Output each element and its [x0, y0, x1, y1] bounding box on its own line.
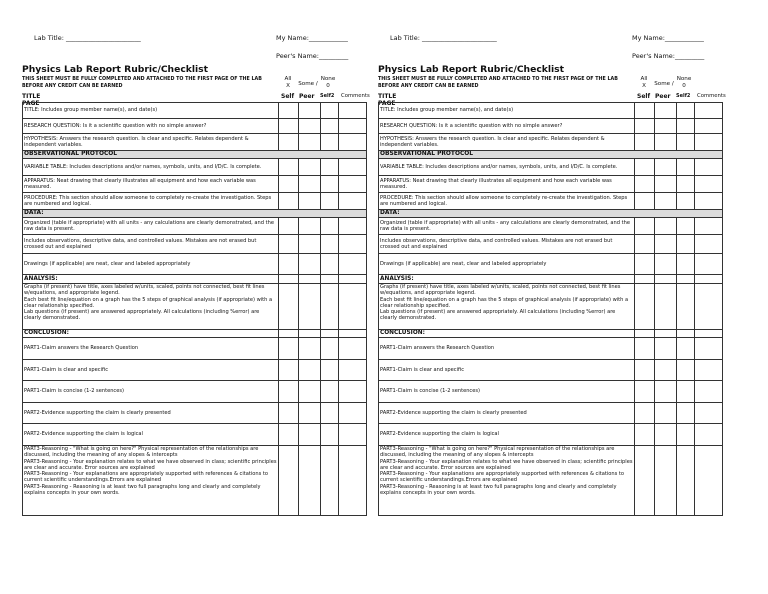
- scale-some: Some /: [654, 81, 674, 87]
- criterion-observational-protocol: OBSERVATIONAL PROTOCOL: [23, 151, 367, 159]
- rubric-row-part3-block: [23, 446, 367, 516]
- rubric-row-variable-table: [379, 159, 723, 176]
- score-cell-comments[interactable]: [695, 176, 723, 193]
- rubric-row-apparatus: [379, 176, 723, 193]
- score-cell-self[interactable]: [279, 446, 299, 516]
- score-cell-self[interactable]: [635, 176, 655, 193]
- score-cell-self[interactable]: [279, 338, 299, 360]
- score-cell-peer[interactable]: [655, 218, 677, 235]
- score-cell-peer[interactable]: [299, 360, 321, 381]
- peer-name-field[interactable]: Peer's Name:_________: [632, 52, 705, 60]
- score-cell-self[interactable]: [279, 360, 299, 381]
- rubric-row-variable-table: [23, 159, 367, 176]
- rubric-table: [378, 102, 723, 516]
- score-cell-peer[interactable]: [299, 193, 321, 210]
- rubric-row-conclusion: [23, 330, 367, 338]
- score-cell-self[interactable]: [635, 330, 655, 338]
- criterion-analysis-fit: Each best fit line/equation on a graph has the 5 steps of graphical analysis (if appropriate) with a clear relationship specified.: [380, 296, 629, 309]
- score-cell-self2[interactable]: [677, 424, 695, 446]
- score-cell-peer[interactable]: [655, 134, 677, 151]
- score-cell-comments[interactable]: [695, 446, 723, 516]
- score-cell-self[interactable]: [635, 424, 655, 446]
- score-cell-self2[interactable]: [321, 338, 339, 360]
- score-cell-self2[interactable]: [321, 424, 339, 446]
- score-cell-self2[interactable]: [677, 360, 695, 381]
- score-cell-comments[interactable]: [695, 134, 723, 151]
- score-cell-peer[interactable]: [299, 330, 321, 338]
- score-cell-comments[interactable]: [339, 119, 367, 134]
- score-cell-comments[interactable]: [339, 218, 367, 235]
- rubric-row-hypothesis: [23, 134, 367, 151]
- rubric-row-hypothesis: [379, 134, 723, 151]
- score-cell-peer[interactable]: [299, 275, 321, 284]
- score-cell-comments[interactable]: [695, 381, 723, 403]
- criterion-analysis-graphs: Graphs (if present) have title, axes labeled w/units, scaled, points not connected, best fit lines w/equations, and appropriate legend.: [24, 284, 265, 297]
- score-cell-comments[interactable]: [339, 330, 367, 338]
- score-cell-self[interactable]: [279, 254, 299, 275]
- rubric-row-part2-clear: [23, 403, 367, 424]
- score-cell-self[interactable]: [635, 446, 655, 516]
- score-cell-peer[interactable]: [299, 235, 321, 254]
- score-cell-comments[interactable]: [339, 403, 367, 424]
- score-cell-comments[interactable]: [339, 134, 367, 151]
- score-cell-self[interactable]: [279, 275, 299, 284]
- criterion-part1-answers: PART1-Claim answers the Research Question: [23, 338, 279, 360]
- score-cell-comments[interactable]: [695, 159, 723, 176]
- score-cell-peer[interactable]: [655, 360, 677, 381]
- score-cell-self2[interactable]: [321, 330, 339, 338]
- criterion-includes-obs: Includes observations, descriptive data, and controlled values. Mistakes are not erased but crossed out and explained: [23, 235, 279, 254]
- rubric-row-procedure: [379, 193, 723, 210]
- col-comments: Comments: [341, 93, 370, 99]
- instructions: THIS SHEET MUST BE FULLY COMPLETED AND ATTACHED TO THE FIRST PAGE OF THE LAB BEFORE ANY CREDIT CAN BE EARNED: [378, 77, 618, 89]
- score-cell-self[interactable]: [635, 218, 655, 235]
- score-cell-comments[interactable]: [339, 159, 367, 176]
- score-cell-peer[interactable]: [655, 193, 677, 210]
- lab-title-field[interactable]: Lab Title: _______________________: [34, 34, 141, 42]
- rubric-row-part1-answers: [23, 338, 367, 360]
- score-cell-comments[interactable]: [339, 193, 367, 210]
- criterion-part2-clear: PART2-Evidence supporting the claim is clearly presented: [379, 403, 635, 424]
- score-cell-self[interactable]: [279, 193, 299, 210]
- criterion-part3-a: PART3-Reasoning - "What is going on here?" Physical representation of the relationships are discussed, including the meaning of any slopes & intercepts: [24, 446, 259, 459]
- score-cell-self2[interactable]: [321, 284, 339, 330]
- score-cell-comments[interactable]: [339, 338, 367, 360]
- score-cell-self2[interactable]: [321, 235, 339, 254]
- score-cell-self2[interactable]: [677, 381, 695, 403]
- score-cell-peer[interactable]: [655, 284, 677, 330]
- criterion-procedure: PROCEDURE: This section should allow someone to completely re-create the investigation. Steps are numbered and logical.: [23, 193, 279, 210]
- score-cell-self2[interactable]: [677, 275, 695, 284]
- rubric-row-conclusion: [379, 330, 723, 338]
- col-peer: Peer: [655, 93, 671, 100]
- score-cell-self2[interactable]: [677, 176, 695, 193]
- score-cell-self[interactable]: [279, 424, 299, 446]
- criterion-title: TITLE: Includes group member name(s), and date(s): [379, 103, 635, 119]
- score-cell-comments[interactable]: [695, 424, 723, 446]
- rubric-row-part1-concise: [23, 381, 367, 403]
- score-cell-peer[interactable]: [655, 275, 677, 284]
- criterion-observational-protocol: OBSERVATIONAL PROTOCOL: [379, 151, 723, 159]
- score-cell-comments[interactable]: [339, 446, 367, 516]
- criterion-analysis-graphs: Graphs (if present) have title, axes labeled w/units, scaled, points not connected, best fit lines w/equations, and appropriate legend.: [380, 284, 621, 297]
- rubric-row-part1-clear: [379, 360, 723, 381]
- criterion-conclusion: CONCLUSION:: [379, 330, 635, 338]
- score-cell-comments[interactable]: [695, 119, 723, 134]
- rubric-row-analysis-block: [23, 284, 367, 330]
- score-cell-self2[interactable]: [321, 119, 339, 134]
- score-cell-self2[interactable]: [677, 119, 695, 134]
- score-cell-self2[interactable]: [677, 103, 695, 119]
- col-self2: Self2: [320, 93, 335, 99]
- score-cell-comments[interactable]: [695, 254, 723, 275]
- score-cell-self[interactable]: [635, 193, 655, 210]
- col-peer: Peer: [299, 93, 315, 100]
- rubric-row-research-question: [379, 119, 723, 134]
- scale-all: All X: [284, 76, 292, 89]
- my-name-field[interactable]: My Name:____________: [276, 34, 348, 42]
- scale-some: Some /: [298, 81, 318, 87]
- score-cell-peer[interactable]: [299, 254, 321, 275]
- score-cell-self[interactable]: [279, 176, 299, 193]
- criterion-drawings: Drawings (if applicable) are neat, clear and labeled appropriately: [379, 254, 635, 275]
- score-cell-self[interactable]: [635, 159, 655, 176]
- criterion-part3-d: PART3-Reasoning - Reasoning is at least two full paragraphs long and clearly and completely explains concepts in your own words.: [380, 483, 617, 497]
- rubric-row-includes-obs: [23, 235, 367, 254]
- criterion-part3-b: PART3-Reasoning - Your explanation relates to what we have observed in class; scientific principles are clear and accurate. Error sources are explained: [380, 458, 633, 471]
- rubric-row-procedure: [23, 193, 367, 210]
- score-cell-self[interactable]: [279, 103, 299, 119]
- criterion-analysis-calc: Lab questions (if present) are answered appropriately. All calculations (including %error) are clearly demonstrated.: [380, 309, 616, 322]
- score-cell-comments[interactable]: [695, 403, 723, 424]
- score-cell-self2[interactable]: [321, 381, 339, 403]
- col-comments: Comments: [697, 93, 726, 99]
- title-page-heading: TITLE PAGE: [22, 93, 41, 107]
- scale-none: None 0: [676, 76, 692, 89]
- rubric-row-research-question: [23, 119, 367, 134]
- score-cell-peer[interactable]: [655, 176, 677, 193]
- score-cell-self2[interactable]: [321, 159, 339, 176]
- score-cell-peer[interactable]: [299, 218, 321, 235]
- criterion-conclusion: CONCLUSION:: [23, 330, 279, 338]
- criterion-data: DATA:: [23, 210, 367, 218]
- score-cell-comments[interactable]: [339, 176, 367, 193]
- criterion-part1-concise: PART1-Claim is concise (1-2 sentences): [379, 381, 635, 403]
- criterion-title: TITLE: Includes group member name(s), and date(s): [23, 103, 279, 119]
- criterion-apparatus: APPARATUS: Neat drawing that clearly illustrates all equipment and how each variable was measured.: [379, 176, 635, 193]
- rubric-row-apparatus: [23, 176, 367, 193]
- score-cell-self2[interactable]: [677, 193, 695, 210]
- criterion-part1-clear: PART1-Claim is clear and specific: [23, 360, 279, 381]
- criterion-includes-obs: Includes observations, descriptive data, and controlled values. Mistakes are not erased but crossed out and explained: [379, 235, 635, 254]
- criterion-hypothesis: HYPOTHESIS: Answers the research question. Is clear and specific. Relates dependent & independent variables.: [23, 134, 279, 151]
- score-cell-comments[interactable]: [695, 338, 723, 360]
- score-cell-self[interactable]: [635, 360, 655, 381]
- criterion-data: DATA:: [379, 210, 723, 218]
- score-cell-peer[interactable]: [655, 119, 677, 134]
- score-cell-self[interactable]: [279, 284, 299, 330]
- rubric-row-part3-block: [379, 446, 723, 516]
- score-cell-self2[interactable]: [321, 134, 339, 151]
- instructions: THIS SHEET MUST BE FULLY COMPLETED AND ATTACHED TO THE FIRST PAGE OF THE LAB BEFORE ANY CREDIT CAN BE EARNED: [22, 77, 262, 89]
- score-cell-self2[interactable]: [321, 275, 339, 284]
- score-cell-self2[interactable]: [321, 403, 339, 424]
- rubric-row-data: [23, 210, 367, 218]
- score-cell-self[interactable]: [279, 381, 299, 403]
- rubric-row-analysis: [23, 275, 367, 284]
- score-cell-peer[interactable]: [299, 176, 321, 193]
- rubric-row-part1-answers: [379, 338, 723, 360]
- score-cell-self2[interactable]: [321, 254, 339, 275]
- criterion-analysis-block: [379, 284, 635, 330]
- score-cell-self[interactable]: [635, 338, 655, 360]
- col-self: Self: [637, 93, 651, 100]
- rubric-row-part2-clear: [379, 403, 723, 424]
- criterion-drawings: Drawings (if applicable) are neat, clear and labeled appropriately: [23, 254, 279, 275]
- score-cell-self[interactable]: [635, 254, 655, 275]
- scale-all: All X: [640, 76, 648, 89]
- score-cell-peer[interactable]: [299, 381, 321, 403]
- score-cell-peer[interactable]: [299, 338, 321, 360]
- rubric-row-drawings: [379, 254, 723, 275]
- criterion-variable-table: VARIABLE TABLE: Includes descriptions and/or names, symbols, units, and I/D/C. Is complete.: [379, 159, 635, 176]
- score-cell-comments[interactable]: [695, 330, 723, 338]
- score-cell-self2[interactable]: [321, 193, 339, 210]
- score-cell-self[interactable]: [635, 275, 655, 284]
- score-cell-peer[interactable]: [299, 134, 321, 151]
- criterion-hypothesis: HYPOTHESIS: Answers the research question. Is clear and specific. Relates dependent & independent variables.: [379, 134, 635, 151]
- score-cell-self2[interactable]: [677, 218, 695, 235]
- criterion-part2-clear: PART2-Evidence supporting the claim is clearly presented: [23, 403, 279, 424]
- score-cell-self[interactable]: [635, 103, 655, 119]
- score-cell-self2[interactable]: [321, 103, 339, 119]
- title-page-heading: TITLE PAGE: [378, 93, 397, 107]
- col-self2: Self2: [676, 93, 691, 99]
- rubric-row-observational-protocol: [23, 151, 367, 159]
- score-cell-self2[interactable]: [321, 218, 339, 235]
- score-cell-self2[interactable]: [677, 403, 695, 424]
- rubric-table: [22, 102, 367, 516]
- score-cell-peer[interactable]: [299, 159, 321, 176]
- rubric-row-drawings: [23, 254, 367, 275]
- score-cell-self[interactable]: [635, 134, 655, 151]
- criterion-research-question: RESEARCH QUESTION: Is it a scientific question with no simple answer?: [379, 119, 635, 134]
- score-cell-peer[interactable]: [299, 446, 321, 516]
- score-cell-self2[interactable]: [677, 159, 695, 176]
- score-cell-peer[interactable]: [655, 381, 677, 403]
- score-cell-comments[interactable]: [339, 424, 367, 446]
- page-title: Physics Lab Report Rubric/Checklist: [378, 64, 565, 75]
- score-cell-comments[interactable]: [695, 360, 723, 381]
- score-cell-self[interactable]: [635, 403, 655, 424]
- score-cell-self2[interactable]: [321, 360, 339, 381]
- criterion-part3-block: [23, 446, 279, 516]
- score-cell-comments[interactable]: [695, 284, 723, 330]
- rubric-row-part2-logical: [379, 424, 723, 446]
- score-cell-comments[interactable]: [339, 360, 367, 381]
- score-cell-peer[interactable]: [299, 424, 321, 446]
- criterion-part3-block: [379, 446, 635, 516]
- rubric-row-includes-obs: [379, 235, 723, 254]
- score-cell-self2[interactable]: [677, 134, 695, 151]
- score-cell-comments[interactable]: [695, 275, 723, 284]
- score-cell-self[interactable]: [279, 403, 299, 424]
- rubric-row-part2-logical: [23, 424, 367, 446]
- criterion-part3-c: PART3-Reasoning - Your explanations are appropriately supported with references & citations to current scientific understandings.Errors are explained: [24, 471, 269, 484]
- score-cell-comments[interactable]: [339, 284, 367, 330]
- score-cell-comments[interactable]: [339, 103, 367, 119]
- rubric-row-data: [379, 210, 723, 218]
- rubric-row-analysis-block: [379, 284, 723, 330]
- criterion-part2-logical: PART2-Evidence supporting the claim is logical: [379, 424, 635, 446]
- rubric-row-analysis: [379, 275, 723, 284]
- page-title: Physics Lab Report Rubric/Checklist: [22, 64, 209, 75]
- criterion-analysis-block: [23, 284, 279, 330]
- criterion-organized: Organized (table if appropriate) with all units - any calculations are clearly demonstrated, and the raw data is present.: [23, 218, 279, 235]
- score-cell-self2[interactable]: [677, 446, 695, 516]
- score-cell-comments[interactable]: [339, 381, 367, 403]
- rubric-row-organized: [379, 218, 723, 235]
- score-cell-peer[interactable]: [655, 330, 677, 338]
- criterion-part3-d: PART3-Reasoning - Reasoning is at least two full paragraphs long and clearly and completely explains concepts in your own words.: [24, 483, 261, 497]
- criterion-variable-table: VARIABLE TABLE: Includes descriptions and/or names, symbols, units, and I/D/C. Is complete.: [23, 159, 279, 176]
- score-cell-comments[interactable]: [339, 254, 367, 275]
- score-cell-comments[interactable]: [695, 193, 723, 210]
- score-cell-peer[interactable]: [655, 446, 677, 516]
- score-cell-self2[interactable]: [677, 254, 695, 275]
- peer-name-field[interactable]: Peer's Name:_________: [276, 52, 349, 60]
- score-cell-self2[interactable]: [677, 284, 695, 330]
- criterion-procedure: PROCEDURE: This section should allow someone to completely re-create the investigation. Steps are numbered and logical.: [379, 193, 635, 210]
- score-cell-peer[interactable]: [299, 103, 321, 119]
- score-cell-peer[interactable]: [655, 103, 677, 119]
- score-cell-comments[interactable]: [695, 103, 723, 119]
- criterion-part3-c: PART3-Reasoning - Your explanations are appropriately supported with references & citations to current scientific understandings.Errors are explained: [380, 471, 625, 484]
- rubric-row-observational-protocol: [379, 151, 723, 159]
- score-cell-self[interactable]: [279, 159, 299, 176]
- criterion-part2-logical: PART2-Evidence supporting the claim is logical: [23, 424, 279, 446]
- score-cell-peer[interactable]: [299, 403, 321, 424]
- score-cell-self2[interactable]: [321, 446, 339, 516]
- score-cell-comments[interactable]: [695, 218, 723, 235]
- score-cell-self[interactable]: [279, 218, 299, 235]
- criterion-research-question: RESEARCH QUESTION: Is it a scientific question with no simple answer?: [23, 119, 279, 134]
- my-name-field[interactable]: My Name:____________: [632, 34, 704, 42]
- criterion-part1-clear: PART1-Claim is clear and specific: [379, 360, 635, 381]
- score-cell-self2[interactable]: [677, 330, 695, 338]
- rubric-row-title: [379, 103, 723, 119]
- rubric-row-organized: [23, 218, 367, 235]
- criterion-analysis-fit: Each best fit line/equation on a graph has the 5 steps of graphical analysis (if appropriate) with a clear relationship specified.: [24, 296, 273, 309]
- score-cell-self[interactable]: [635, 284, 655, 330]
- criterion-part1-answers: PART1-Claim answers the Research Question: [379, 338, 635, 360]
- score-cell-peer[interactable]: [655, 159, 677, 176]
- score-cell-self[interactable]: [279, 134, 299, 151]
- score-cell-peer[interactable]: [655, 254, 677, 275]
- col-self: Self: [281, 93, 295, 100]
- score-cell-peer[interactable]: [655, 424, 677, 446]
- score-cell-self[interactable]: [635, 235, 655, 254]
- criterion-analysis-calc: Lab questions (if present) are answered appropriately. All calculations (including %error) are clearly demonstrated.: [24, 309, 260, 322]
- rubric-row-part1-clear: [23, 360, 367, 381]
- scale-none: None 0: [320, 76, 336, 89]
- criterion-organized: Organized (table if appropriate) with all units - any calculations are clearly demonstrated, and the raw data is present.: [379, 218, 635, 235]
- criterion-part3-b: PART3-Reasoning - Your explanation relates to what we have observed in class; scientific principles are clear and accurate. Error sources are explained: [24, 458, 277, 471]
- score-cell-comments[interactable]: [695, 235, 723, 254]
- score-cell-comments[interactable]: [339, 235, 367, 254]
- score-cell-self[interactable]: [635, 119, 655, 134]
- score-cell-peer[interactable]: [655, 338, 677, 360]
- score-cell-peer[interactable]: [299, 119, 321, 134]
- rubric-row-title: [23, 103, 367, 119]
- score-cell-peer[interactable]: [299, 284, 321, 330]
- score-cell-self[interactable]: [279, 119, 299, 134]
- rubric-row-part1-concise: [379, 381, 723, 403]
- score-cell-self[interactable]: [279, 330, 299, 338]
- score-cell-peer[interactable]: [655, 403, 677, 424]
- score-cell-self2[interactable]: [321, 176, 339, 193]
- score-cell-self2[interactable]: [677, 338, 695, 360]
- score-cell-self[interactable]: [635, 381, 655, 403]
- criterion-part3-a: PART3-Reasoning - "What is going on here?" Physical representation of the relationships are discussed, including the meaning of any slopes & intercepts: [380, 446, 615, 459]
- criterion-apparatus: APPARATUS: Neat drawing that clearly illustrates all equipment and how each variable was measured.: [23, 176, 279, 193]
- criterion-analysis: ANALYSIS:: [379, 275, 635, 284]
- lab-title-field[interactable]: Lab Title: _______________________: [390, 34, 497, 42]
- score-cell-comments[interactable]: [339, 275, 367, 284]
- criterion-part1-concise: PART1-Claim is concise (1-2 sentences): [23, 381, 279, 403]
- score-cell-peer[interactable]: [655, 235, 677, 254]
- criterion-analysis: ANALYSIS:: [23, 275, 279, 284]
- score-cell-self2[interactable]: [677, 235, 695, 254]
- score-cell-self[interactable]: [279, 235, 299, 254]
